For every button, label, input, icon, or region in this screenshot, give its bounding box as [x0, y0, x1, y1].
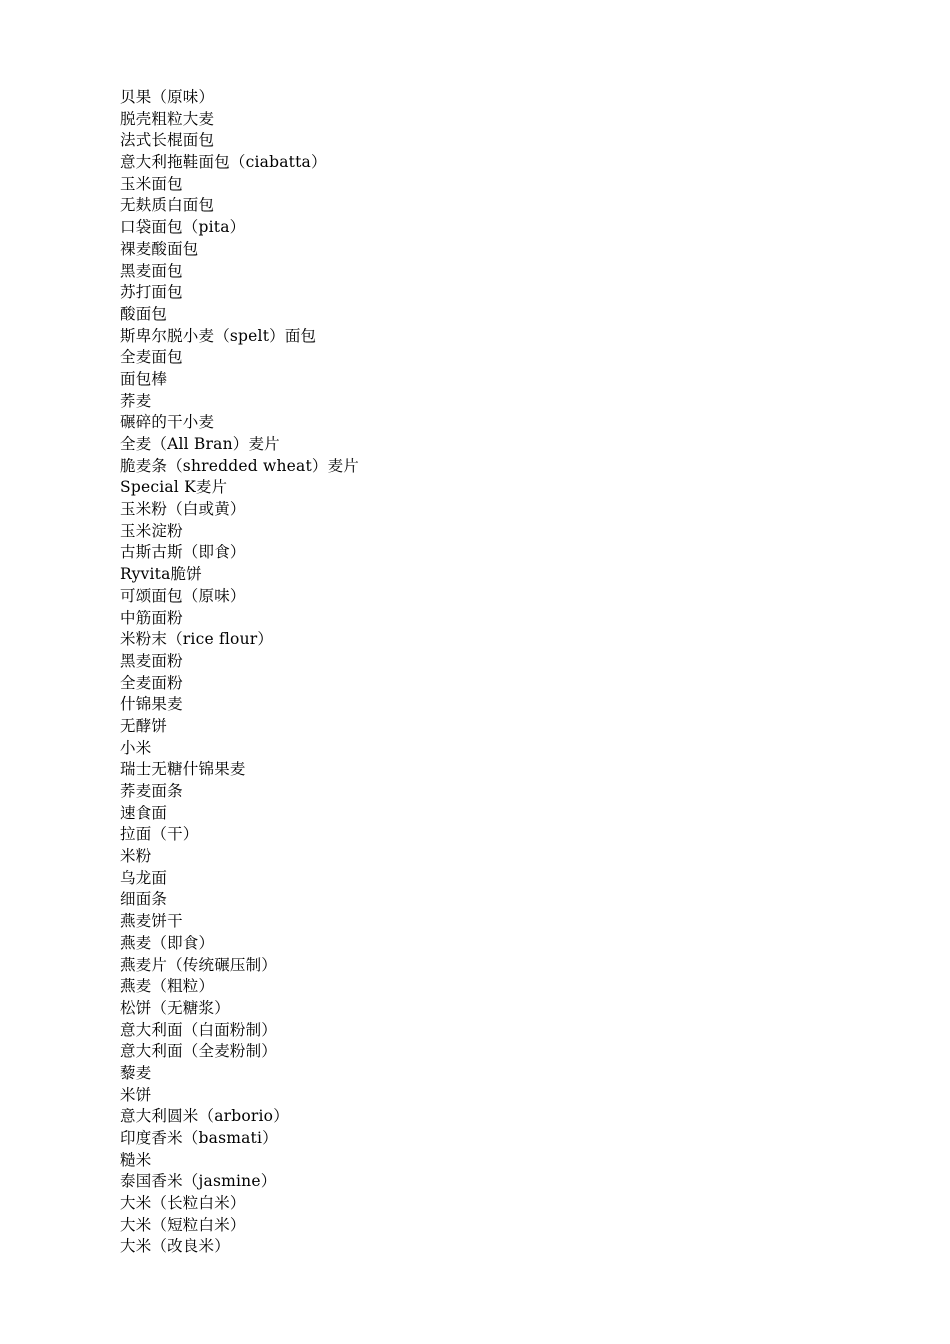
list-item: 印度香米（basmati） [120, 1129, 278, 1147]
list-item: 燕麦（即食） [120, 933, 215, 952]
list-item: 全麦面包 [120, 348, 183, 367]
list-item: 无酵饼 [120, 716, 168, 735]
list-item: 速食面 [120, 803, 168, 822]
list-item: 面包棒 [120, 369, 168, 388]
list-item: 燕麦饼干 [120, 912, 183, 931]
list-item: 黑麦面粉 [120, 651, 183, 670]
list-item: 中筋面粉 [120, 608, 183, 627]
list-item: 荞麦面条 [120, 782, 183, 800]
list-item: Special K麦片 [120, 478, 228, 497]
list-item: 燕麦片（传统碾压制） [120, 955, 278, 974]
list-item: 法式长棍面包 [120, 131, 215, 150]
list-item: 泰国香米（jasmine） [120, 1172, 277, 1191]
list-item: 什锦果麦 [120, 695, 183, 714]
list-item: Ryvita脆饼 [120, 565, 202, 584]
list-item: 小米 [120, 738, 152, 757]
list-item: 藜麦 [120, 1063, 152, 1082]
list-item: 米粉 [120, 847, 152, 866]
list-item: 乌龙面 [120, 868, 168, 887]
list-item: 贝果（原味） [120, 88, 215, 106]
list-item: 细面条 [120, 890, 168, 909]
list-item: 燕麦（粗粒） [120, 977, 215, 996]
list-item: 米粉末（rice flour） [120, 630, 274, 649]
food-item-list [120, 87, 359, 1258]
list-item: 黑麦面包 [120, 261, 183, 280]
list-item: 全麦（All Bran）麦片 [120, 435, 280, 453]
list-item: 玉米粉（白或黄） [120, 500, 246, 519]
list-item: 拉面（干） [120, 825, 199, 844]
list-item: 松饼（无糖浆） [120, 998, 230, 1017]
list-item: 苏打面包 [120, 283, 183, 302]
list-item: 大米（短粒白米） [120, 1215, 246, 1234]
list-item: 古斯古斯（即食） [120, 543, 246, 562]
list-item: 口袋面包（pita） [120, 218, 246, 237]
list-item: 脆麦条（shredded wheat）麦片 [120, 456, 359, 475]
list-item: 大米（长粒白米） [120, 1194, 246, 1213]
list-item: 意大利面（白面粉制） [120, 1020, 278, 1039]
list-item: 玉米面包 [120, 174, 183, 193]
list-item: 酸面包 [120, 304, 168, 323]
list-item: 全麦面粉 [120, 673, 183, 692]
list-item: 米饼 [120, 1085, 152, 1104]
list-item: 脱壳粗粒大麦 [120, 109, 215, 128]
list-item: 无麸质白面包 [120, 196, 215, 215]
list-item: 意大利拖鞋面包（ciabatta） [120, 153, 327, 172]
list-item: 裸麦酸面包 [120, 239, 199, 258]
list-item: 斯卑尔脱小麦（spelt）面包 [120, 326, 317, 345]
list-item: 糙米 [120, 1150, 152, 1169]
list-item: 碾碎的干小麦 [120, 413, 215, 432]
list-item: 可颂面包（原味） [120, 586, 246, 605]
list-item: 意大利面（全麦粉制） [120, 1042, 278, 1061]
list-item: 荞麦 [120, 391, 152, 410]
list-item: 瑞士无糖什锦果麦 [120, 760, 246, 779]
list-item: 意大利圆米（arborio） [120, 1107, 289, 1126]
list-item: 大米（改良米） [120, 1237, 230, 1256]
list-item: 玉米淀粉 [120, 521, 183, 540]
